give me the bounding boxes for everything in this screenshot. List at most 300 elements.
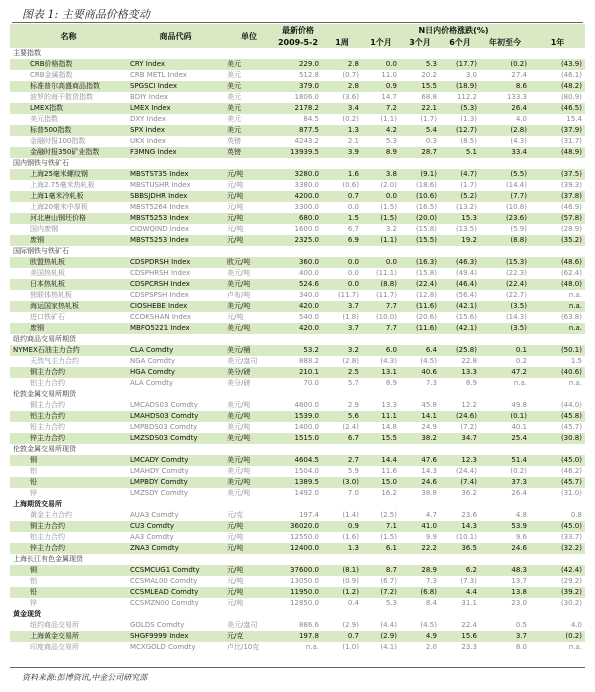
table-row bbox=[10, 202, 585, 213]
section-label: 伦敦金属交易所现货 bbox=[10, 444, 585, 455]
cell-change-ytd: (5.5) bbox=[480, 169, 530, 180]
cell-name: 标普500指数 bbox=[10, 125, 127, 136]
cell-price: 1400.0 bbox=[294, 423, 319, 431]
cell-unit: 美元 bbox=[224, 125, 274, 136]
cell-unit: 元/吨 bbox=[224, 191, 274, 202]
cell-code: SHGF9999 Index bbox=[127, 631, 224, 642]
cell-price: 420.0 bbox=[274, 323, 322, 334]
cell-name: 铜主力合约 bbox=[30, 401, 65, 409]
cell-change-1w: 3.7 bbox=[322, 323, 362, 334]
cell-price: 210.1 bbox=[274, 367, 322, 378]
cell-change-6m: (7.3) bbox=[460, 577, 477, 585]
cell-change-3m: 22.1 bbox=[400, 103, 440, 114]
cell-change-6m: (56.4) bbox=[455, 291, 477, 299]
cell-change-1w: 2.7 bbox=[322, 455, 362, 466]
cell-change-1m: 15.5 bbox=[362, 433, 400, 444]
title-rule bbox=[12, 22, 583, 23]
cell-change-ytd: 0.1 bbox=[480, 345, 530, 356]
cell-code: CRB METL Index bbox=[130, 71, 187, 79]
cell-change-1w: (2.9) bbox=[342, 621, 359, 629]
cell-change-1y: 15.4 bbox=[566, 115, 582, 123]
cell-change-1y: n.a. bbox=[530, 301, 585, 312]
table-row bbox=[10, 488, 585, 499]
section-label: 国内钢铁与铁矿石 bbox=[10, 158, 585, 169]
cell-code: CU3 Comdty bbox=[127, 521, 224, 532]
cell-change-1y: (46.1) bbox=[560, 71, 582, 79]
cell-unit: 美元 bbox=[224, 59, 274, 70]
cell-unit: 元/吨 bbox=[227, 225, 244, 233]
cell-change-3m: 4.7 bbox=[425, 511, 437, 519]
cell-change-ytd: (22.4) bbox=[480, 279, 530, 290]
cell-change-3m: 0.3 bbox=[425, 137, 437, 145]
cell-change-ytd: 13.8 bbox=[480, 587, 530, 598]
table-row bbox=[10, 422, 585, 433]
cell-change-3m: 38.2 bbox=[400, 433, 440, 444]
cell-unit: 元/吨 bbox=[224, 235, 274, 246]
cell-change-1y: (39.3) bbox=[560, 181, 582, 189]
table-row bbox=[10, 356, 585, 367]
cell-change-1m: 3.8 bbox=[362, 169, 400, 180]
cell-change-6m: (24.4) bbox=[455, 467, 477, 475]
header-date: 2009-5-2 bbox=[274, 36, 322, 48]
header-ytd: 年初至今 bbox=[480, 36, 530, 48]
cell-unit: 美元/吨 bbox=[224, 301, 274, 312]
cell-change-ytd: 51.4 bbox=[480, 455, 530, 466]
cell-code: LMCADS03 Comdty bbox=[130, 401, 198, 409]
cell-change-1y: (45.0) bbox=[530, 521, 585, 532]
section-label: 伦敦金属交易所期货 bbox=[10, 389, 585, 400]
section-row bbox=[10, 389, 585, 400]
cell-change-ytd: 27.4 bbox=[511, 71, 527, 79]
table-row bbox=[10, 378, 585, 389]
header-1y: 1年 bbox=[530, 36, 585, 48]
cell-change-ytd: (7.7) bbox=[480, 191, 530, 202]
cell-price: 4200.0 bbox=[274, 191, 322, 202]
cell-change-1y: (37.9) bbox=[530, 125, 585, 136]
cell-unit: 美元/吨 bbox=[227, 269, 251, 277]
cell-unit: 元/吨 bbox=[227, 577, 244, 585]
table-row bbox=[10, 642, 585, 653]
cell-change-ytd: 33.4 bbox=[480, 147, 530, 158]
cell-name: 海运国家热轧板 bbox=[10, 301, 127, 312]
cell-change-1y: (63.8) bbox=[560, 313, 582, 321]
cell-code: MBSTST35 Index bbox=[127, 169, 224, 180]
cell-price: 512.8 bbox=[298, 71, 319, 79]
cell-change-3m: 8.4 bbox=[425, 599, 437, 607]
cell-code: MBST5253 Index bbox=[127, 235, 224, 246]
cell-change-6m: 36.2 bbox=[461, 489, 477, 497]
cell-code: ALA Comdty bbox=[130, 379, 174, 387]
cell-change-3m: (12.8) bbox=[415, 291, 437, 299]
cell-name: 废钢 bbox=[10, 323, 127, 334]
cell-unit: 元/吨 bbox=[227, 203, 244, 211]
table-row bbox=[10, 532, 585, 543]
cell-code: LMCADY Comdty bbox=[127, 455, 224, 466]
cell-price: 2325.0 bbox=[274, 235, 322, 246]
cell-change-ytd: (4.3) bbox=[510, 137, 527, 145]
section-label: 国际钢铁与铁矿石 bbox=[10, 246, 585, 257]
cell-price: 197.8 bbox=[274, 631, 322, 642]
cell-change-3m: 7.3 bbox=[425, 577, 437, 585]
cell-change-3m: (16.5) bbox=[415, 203, 437, 211]
cell-change-1y: (31.7) bbox=[560, 137, 582, 145]
cell-name: 天然气主力合约 bbox=[30, 357, 79, 365]
cell-change-ytd: 13.7 bbox=[511, 577, 527, 585]
cell-change-1y: 4.0 bbox=[570, 621, 582, 629]
cell-change-1w: (0.9) bbox=[342, 577, 359, 585]
cell-change-1y: (48.2) bbox=[530, 81, 585, 92]
cell-price: 886.6 bbox=[298, 621, 319, 629]
cell-code: CLA Comdty bbox=[127, 345, 224, 356]
cell-name: 上海25毫米螺纹钢 bbox=[10, 169, 127, 180]
table-row bbox=[10, 279, 585, 290]
cell-change-6m: (10.1) bbox=[455, 533, 477, 541]
cell-unit: 元/吨 bbox=[227, 181, 244, 189]
cell-change-ytd: (10.8) bbox=[505, 203, 527, 211]
table-row bbox=[10, 169, 585, 180]
header-code: 商品代码 bbox=[127, 24, 224, 48]
cell-unit: 元/克 bbox=[224, 631, 274, 642]
cell-name: 河北唐山钢坯价格 bbox=[10, 213, 127, 224]
cell-change-ytd: 47.2 bbox=[480, 367, 530, 378]
section-label: 上海长江有色金属现货 bbox=[10, 554, 585, 565]
cell-change-6m: 31.1 bbox=[461, 599, 477, 607]
section-row bbox=[10, 554, 585, 565]
cell-change-6m: (18.9) bbox=[440, 81, 480, 92]
cell-change-3m: 15.5 bbox=[400, 81, 440, 92]
cell-name: 锌 bbox=[30, 489, 37, 497]
table-row bbox=[10, 191, 585, 202]
cell-price: 420.0 bbox=[274, 301, 322, 312]
cell-change-3m: 2.0 bbox=[425, 643, 437, 651]
cell-change-ytd: (5.9) bbox=[510, 225, 527, 233]
cell-change-3m: 45.8 bbox=[421, 401, 437, 409]
cell-code: HGA Comdty bbox=[127, 367, 224, 378]
cell-unit: 元/吨 bbox=[224, 213, 274, 224]
cell-change-6m: (46.4) bbox=[440, 279, 480, 290]
cell-change-6m: 23.6 bbox=[461, 511, 477, 519]
cell-change-3m: (15.5) bbox=[400, 235, 440, 246]
cell-change-ytd: n.a. bbox=[513, 379, 527, 387]
cell-change-6m: (4.7) bbox=[440, 169, 480, 180]
cell-change-ytd: 0.5 bbox=[515, 621, 527, 629]
cell-unit: 美元/吨 bbox=[227, 401, 251, 409]
cell-change-1m: 7.2 bbox=[362, 103, 400, 114]
cell-price: 540.0 bbox=[298, 313, 319, 321]
cell-change-ytd: 26.4 bbox=[511, 489, 527, 497]
cell-change-ytd: 49.8 bbox=[511, 401, 527, 409]
cell-change-1w: 6.7 bbox=[347, 225, 359, 233]
cell-price: 379.0 bbox=[274, 81, 322, 92]
cell-change-1y: (48.0) bbox=[530, 279, 585, 290]
cell-unit: 元/吨 bbox=[227, 313, 244, 321]
cell-change-ytd: (2.8) bbox=[480, 125, 530, 136]
cell-name: 日本热轧板 bbox=[10, 279, 127, 290]
table-row bbox=[10, 136, 585, 147]
table-row bbox=[10, 235, 585, 246]
cell-change-3m: 24.6 bbox=[400, 477, 440, 488]
cell-change-1w: 2.9 bbox=[347, 401, 359, 409]
cell-change-1w: (3.6) bbox=[342, 93, 359, 101]
cell-price: 3300.0 bbox=[294, 203, 319, 211]
cell-change-6m: (42.1) bbox=[440, 323, 480, 334]
table-row bbox=[10, 367, 585, 378]
cell-change-1w: 1.6 bbox=[322, 169, 362, 180]
cell-code: BDIY Index bbox=[130, 93, 169, 101]
cell-change-3m: 4.9 bbox=[400, 631, 440, 642]
cell-code: LMZSDS03 Comdty bbox=[127, 433, 224, 444]
cell-change-1m: 0.0 bbox=[362, 191, 400, 202]
cell-code: MBST5264 Index bbox=[130, 203, 189, 211]
cell-change-1y: (45.7) bbox=[530, 477, 585, 488]
cell-change-3m: 6.4 bbox=[400, 345, 440, 356]
cell-change-1m: 11.0 bbox=[381, 71, 397, 79]
header-price: 最新价格 bbox=[274, 24, 322, 36]
cell-change-3m: (20.6) bbox=[415, 313, 437, 321]
cell-unit: 美元 bbox=[227, 93, 241, 101]
cell-change-1w: 5.7 bbox=[347, 379, 359, 387]
cell-change-1m: 5.3 bbox=[385, 137, 397, 145]
cell-code: LMAHDY Comdty bbox=[130, 467, 189, 475]
header-name: 名称 bbox=[10, 24, 127, 48]
cell-change-ytd: (0.1) bbox=[480, 411, 530, 422]
cell-change-ytd: (0.2) bbox=[510, 467, 527, 475]
cell-change-1m: (11.7) bbox=[375, 291, 397, 299]
cell-change-1w: (0.7) bbox=[342, 71, 359, 79]
cell-change-3m: (11.6) bbox=[400, 323, 440, 334]
cell-name: 欧盟热轧板 bbox=[10, 257, 127, 268]
cell-name: 国内废钢 bbox=[30, 225, 58, 233]
cell-change-3m: 41.0 bbox=[400, 521, 440, 532]
cell-code: AA3 Comdty bbox=[130, 533, 174, 541]
cell-change-1w: 6.9 bbox=[322, 235, 362, 246]
table-row bbox=[10, 455, 585, 466]
cell-change-1m: 14.7 bbox=[381, 93, 397, 101]
cell-code: CDSPCRSH Index bbox=[127, 279, 224, 290]
cell-unit: 元/吨 bbox=[224, 587, 274, 598]
table-row bbox=[10, 598, 585, 609]
cell-change-1w: 2.8 bbox=[322, 59, 362, 70]
cell-price: 888.2 bbox=[298, 357, 319, 365]
cell-code: CIOWQIND Index bbox=[130, 225, 190, 233]
cell-change-6m: (8.5) bbox=[460, 137, 477, 145]
cell-price: n.a. bbox=[305, 643, 319, 651]
cell-change-6m: 3.0 bbox=[465, 71, 477, 79]
cell-name: 铝 bbox=[30, 467, 37, 475]
cell-price: 1515.0 bbox=[274, 433, 322, 444]
cell-change-1y: (31.0) bbox=[560, 489, 582, 497]
table-row bbox=[10, 510, 585, 521]
figure-title: 图表 1: 主要商品价格变动 bbox=[22, 8, 150, 21]
cell-code: CDSPHRSH Index bbox=[130, 269, 191, 277]
cell-change-1m: 8.9 bbox=[385, 379, 397, 387]
cell-code: CRY Index bbox=[127, 59, 224, 70]
cell-change-ytd: 8.0 bbox=[515, 643, 527, 651]
cell-change-ytd: (8.8) bbox=[480, 235, 530, 246]
cell-name: 上海2.75毫米热轧板 bbox=[30, 181, 95, 189]
cell-change-ytd: (3.5) bbox=[480, 301, 530, 312]
cell-name: 铝 bbox=[30, 577, 37, 585]
cell-code: LMAHDS03 Comdty bbox=[127, 411, 224, 422]
cell-change-1m: (2.5) bbox=[380, 511, 397, 519]
cell-change-1m: 0.0 bbox=[362, 59, 400, 70]
cell-price: 2178.2 bbox=[274, 103, 322, 114]
cell-code: CDSPDRSH Index bbox=[127, 257, 224, 268]
cell-unit: 美元 bbox=[227, 115, 241, 123]
cell-change-1w: 3.9 bbox=[322, 147, 362, 158]
table-row bbox=[10, 147, 585, 158]
cell-name: 进口铁矿石 bbox=[30, 313, 65, 321]
cell-change-6m: (1.3) bbox=[460, 115, 477, 123]
cell-change-3m: 7.3 bbox=[425, 379, 437, 387]
cell-change-1m: 6.1 bbox=[362, 543, 400, 554]
cell-change-ytd: (14.4) bbox=[505, 181, 527, 189]
cell-change-3m: (20.0) bbox=[400, 213, 440, 224]
cell-change-1y: 1.5 bbox=[570, 357, 582, 365]
cell-name: 锌主力合约 bbox=[10, 433, 127, 444]
cell-name: 印度商品交易所 bbox=[30, 643, 79, 651]
cell-unit: 美元/吨 bbox=[227, 423, 251, 431]
cell-code: CCSMZN00 Comdty bbox=[130, 599, 199, 607]
cell-unit: 元/吨 bbox=[224, 521, 274, 532]
cell-name: 标准普尔高盛商品指数 bbox=[10, 81, 127, 92]
cell-unit: 卢布/吨 bbox=[227, 291, 251, 299]
header-6m: 6个月 bbox=[440, 36, 480, 48]
cell-change-3m: (15.8) bbox=[415, 225, 437, 233]
cell-change-1y: (44.0) bbox=[560, 401, 582, 409]
cell-change-6m: (46.3) bbox=[440, 257, 480, 268]
cell-change-1w: 0.0 bbox=[322, 257, 362, 268]
cell-price: 12850.0 bbox=[290, 599, 319, 607]
cell-code: GOLDS Comdty bbox=[130, 621, 185, 629]
cell-unit: 美元/吨 bbox=[224, 323, 274, 334]
cell-price: 360.0 bbox=[274, 257, 322, 268]
cell-change-1m: 8.9 bbox=[362, 147, 400, 158]
cell-change-ytd: 37.3 bbox=[480, 477, 530, 488]
cell-change-1m: 4.2 bbox=[362, 125, 400, 136]
cell-change-6m: (25.8) bbox=[440, 345, 480, 356]
cell-change-1w: 3.2 bbox=[322, 345, 362, 356]
cell-change-1y: (46.2) bbox=[560, 467, 582, 475]
cell-unit: 美元/吨 bbox=[227, 489, 251, 497]
cell-code: CIOSHEBE Index bbox=[127, 301, 224, 312]
cell-change-3m: (22.4) bbox=[400, 279, 440, 290]
cell-change-3m: 9.9 bbox=[425, 533, 437, 541]
header-3m: 3个月 bbox=[400, 36, 440, 48]
cell-change-6m: (13.5) bbox=[455, 225, 477, 233]
cell-change-1m: (1.5) bbox=[380, 203, 397, 211]
header-1w: 1周 bbox=[322, 36, 362, 48]
table-row bbox=[10, 114, 585, 125]
cell-change-1m: (8.8) bbox=[362, 279, 400, 290]
cell-price: 37600.0 bbox=[274, 565, 322, 576]
cell-change-1w: 0.9 bbox=[322, 521, 362, 532]
table-row bbox=[10, 433, 585, 444]
cell-name: 铅主力合约 bbox=[30, 423, 65, 431]
cell-change-1y: (46.5) bbox=[530, 103, 585, 114]
cell-code: MCXGOLD Comdty bbox=[130, 643, 196, 651]
cell-change-1w: 2.1 bbox=[347, 137, 359, 145]
cell-change-6m: (5.2) bbox=[440, 191, 480, 202]
cell-change-1m: (7.2) bbox=[362, 587, 400, 598]
cell-change-1y: (45.0) bbox=[530, 455, 585, 466]
table-row bbox=[10, 345, 585, 356]
cell-unit: 美元 bbox=[224, 81, 274, 92]
cell-name: 金融时报350矿业指数 bbox=[10, 147, 127, 158]
cell-code: SPX Index bbox=[127, 125, 224, 136]
cell-change-ytd: (0.2) bbox=[480, 59, 530, 70]
cell-change-1w: 0.0 bbox=[322, 279, 362, 290]
cell-price: 524.6 bbox=[274, 279, 322, 290]
header-1m: 1个月 bbox=[362, 36, 400, 48]
cell-change-1y: (37.5) bbox=[530, 169, 585, 180]
section-label: 纽约商品交易所期货 bbox=[10, 334, 585, 345]
table-row bbox=[10, 180, 585, 191]
section-row bbox=[10, 246, 585, 257]
cell-change-1y: (57.8) bbox=[530, 213, 585, 224]
cell-change-1y: (33.7) bbox=[560, 533, 582, 541]
cell-price: 4604.5 bbox=[274, 455, 322, 466]
cell-change-6m: (42.1) bbox=[440, 301, 480, 312]
cell-code: NGA Comdty bbox=[130, 357, 175, 365]
cell-change-1y: (45.8) bbox=[530, 411, 585, 422]
cell-unit: 美元 bbox=[227, 71, 241, 79]
cell-change-1y: (43.9) bbox=[530, 59, 585, 70]
cell-change-1m: 13.1 bbox=[362, 367, 400, 378]
cell-change-3m: 40.6 bbox=[400, 367, 440, 378]
commodity-price-table bbox=[10, 24, 585, 653]
cell-unit: 欧元/吨 bbox=[224, 257, 274, 268]
cell-change-6m: 34.7 bbox=[440, 433, 480, 444]
cell-change-1m: (1.5) bbox=[380, 533, 397, 541]
cell-change-1m: (6.7) bbox=[380, 577, 397, 585]
cell-change-1w: 7.0 bbox=[347, 489, 359, 497]
cell-change-1y: (29.2) bbox=[560, 577, 582, 585]
cell-change-6m: 13.3 bbox=[440, 367, 480, 378]
cell-change-6m: (12.7) bbox=[440, 125, 480, 136]
table-row bbox=[10, 312, 585, 323]
cell-change-1m: 15.0 bbox=[362, 477, 400, 488]
cell-change-1w: 0.4 bbox=[347, 599, 359, 607]
cell-change-1m: (10.0) bbox=[375, 313, 397, 321]
cell-change-1y: (35.2) bbox=[530, 235, 585, 246]
cell-change-1m: 14.4 bbox=[362, 455, 400, 466]
cell-name: CRB价格指数 bbox=[10, 59, 127, 70]
cell-change-6m: 36.5 bbox=[440, 543, 480, 554]
cell-change-3m: 5.3 bbox=[400, 59, 440, 70]
cell-change-3m: (18.6) bbox=[415, 181, 437, 189]
cell-change-1m: 0.0 bbox=[362, 257, 400, 268]
cell-unit: 美元/吨 bbox=[224, 477, 274, 488]
cell-change-3m: 28.7 bbox=[400, 147, 440, 158]
cell-change-ytd: (14.3) bbox=[505, 313, 527, 321]
cell-code: MBST5253 Index bbox=[127, 213, 224, 224]
cell-unit: 美元 bbox=[224, 103, 274, 114]
cell-change-1y: (50.1) bbox=[530, 345, 585, 356]
cell-name: 美元指数 bbox=[30, 115, 58, 123]
cell-change-1w: 6.7 bbox=[322, 433, 362, 444]
section-row bbox=[10, 499, 585, 510]
cell-change-6m: (24.6) bbox=[440, 411, 480, 422]
table-row bbox=[10, 411, 585, 422]
cell-code: ZNA3 Comdty bbox=[127, 543, 224, 554]
cell-change-1m: (1.1) bbox=[362, 235, 400, 246]
cell-unit: 美元/吨 bbox=[224, 455, 274, 466]
cell-change-1w: (3.0) bbox=[322, 477, 362, 488]
cell-name: 锌主力合约 bbox=[10, 543, 127, 554]
cell-price: 84.5 bbox=[303, 115, 319, 123]
cell-price: 1504.0 bbox=[294, 467, 319, 475]
